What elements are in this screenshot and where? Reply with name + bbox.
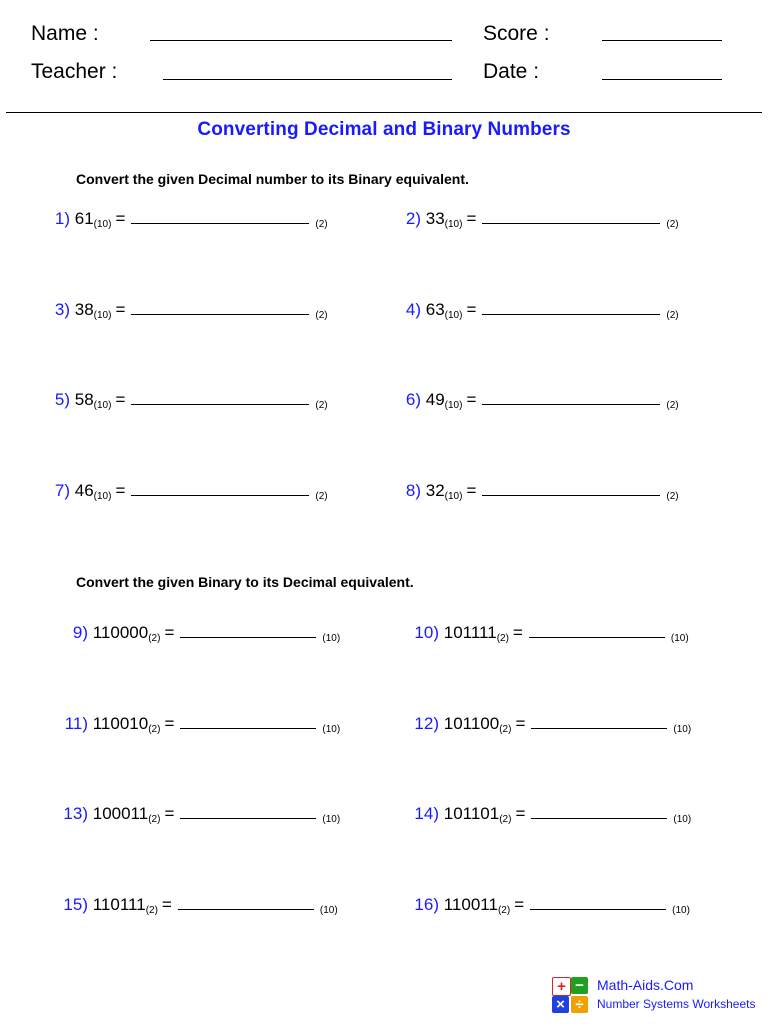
problem <box>395 209 679 232</box>
from-base: (2) <box>499 814 512 825</box>
problem-number: 16) <box>414 895 439 914</box>
to-base: (2) <box>315 219 328 230</box>
problem-value: 101111 <box>443 623 497 642</box>
problem-value: 58 <box>74 390 94 409</box>
problem-value: 46 <box>74 481 94 500</box>
brand-subtitle: Number Systems Worksheets <box>597 997 756 1011</box>
to-base: (2) <box>666 219 679 230</box>
answer-line[interactable] <box>131 495 309 496</box>
problem-number: 9) <box>72 623 88 642</box>
problem-value: 32 <box>425 481 445 500</box>
answer-line[interactable] <box>131 223 309 224</box>
date-label: Date : <box>483 60 540 83</box>
problem <box>58 895 338 918</box>
minus-icon: − <box>571 977 588 994</box>
problem <box>44 209 328 232</box>
answer-line[interactable] <box>180 637 316 638</box>
from-base: (10) <box>93 310 112 321</box>
problem <box>395 481 679 504</box>
math-operators-icon <box>552 977 588 1013</box>
equals-sign: = <box>164 804 175 823</box>
problem <box>44 390 328 413</box>
to-base: (10) <box>322 633 341 644</box>
equals-sign: = <box>515 804 526 823</box>
equals-sign: = <box>164 623 175 642</box>
answer-line[interactable] <box>180 728 316 729</box>
to-base: (2) <box>666 310 679 321</box>
from-base: (10) <box>93 219 112 230</box>
to-base: (10) <box>319 905 338 916</box>
problem <box>44 481 328 504</box>
answer-line[interactable] <box>531 818 667 819</box>
from-base: (10) <box>93 491 112 502</box>
from-base: (10) <box>444 310 463 321</box>
answer-line[interactable] <box>180 818 316 819</box>
answer-line[interactable] <box>529 637 665 638</box>
score-field[interactable] <box>602 40 722 41</box>
to-base: (10) <box>672 905 690 916</box>
problem-value: 101100 <box>443 714 500 733</box>
teacher-label: Teacher : <box>31 60 118 83</box>
to-base: (10) <box>673 814 692 825</box>
section1-instruction: Convert the given Decimal number to its Binary equivalent. <box>76 171 469 187</box>
problem <box>44 300 328 323</box>
equals-sign: = <box>164 714 175 733</box>
problem-value: 110000 <box>92 623 149 642</box>
answer-line[interactable] <box>178 909 314 910</box>
problem-number: 2) <box>405 209 421 228</box>
equals-sign: = <box>466 209 477 228</box>
to-base: (2) <box>315 310 328 321</box>
problem-value: 33 <box>425 209 445 228</box>
problem-value: 100011 <box>92 804 149 823</box>
to-base: (10) <box>670 633 689 644</box>
problem <box>58 804 340 827</box>
problem-number: 8) <box>405 481 421 500</box>
to-base: (10) <box>322 814 341 825</box>
plus-icon: + <box>552 977 571 996</box>
to-base: (2) <box>666 400 679 411</box>
problem-value: 38 <box>74 300 94 319</box>
name-field[interactable] <box>150 40 452 41</box>
from-base: (10) <box>93 400 112 411</box>
problem-number: 15) <box>63 895 88 914</box>
problem <box>395 300 679 323</box>
problem <box>409 714 691 737</box>
date-field[interactable] <box>602 79 722 80</box>
problem-number: 3) <box>54 300 70 319</box>
answer-line[interactable] <box>131 314 309 315</box>
problem-value: 101101 <box>443 804 500 823</box>
problem-number: 7) <box>54 481 70 500</box>
to-base: (10) <box>322 724 341 735</box>
equals-sign: = <box>515 714 526 733</box>
equals-sign: = <box>466 300 477 319</box>
to-base: (2) <box>666 491 679 502</box>
problem <box>409 804 691 827</box>
answer-line[interactable] <box>531 728 667 729</box>
name-label: Name : <box>31 22 99 45</box>
problem-value: 110010 <box>92 714 149 733</box>
answer-line[interactable] <box>482 495 660 496</box>
from-base: (2) <box>148 724 161 735</box>
problem <box>409 895 690 918</box>
answer-line[interactable] <box>482 404 660 405</box>
answer-line[interactable] <box>482 223 660 224</box>
equals-sign: = <box>115 390 126 409</box>
equals-sign: = <box>512 623 523 642</box>
answer-line[interactable] <box>530 909 666 910</box>
equals-sign: = <box>466 390 477 409</box>
problem-number: 10) <box>414 623 439 642</box>
problem <box>409 623 689 646</box>
problem-number: 14) <box>414 804 439 823</box>
problem-number: 13) <box>63 804 88 823</box>
header-divider <box>6 112 762 113</box>
equals-sign: = <box>115 300 126 319</box>
problem <box>58 623 340 646</box>
answer-line[interactable] <box>131 404 309 405</box>
problem-value: 110111 <box>92 895 146 914</box>
problem <box>395 390 679 413</box>
teacher-field[interactable] <box>163 79 452 80</box>
from-base: (10) <box>444 491 463 502</box>
from-base: (2) <box>148 814 161 825</box>
equals-sign: = <box>115 209 126 228</box>
from-base: (2) <box>145 905 158 916</box>
score-label: Score : <box>483 22 550 45</box>
brand-name: Math-Aids.Com <box>597 977 694 993</box>
from-base: (2) <box>497 905 511 916</box>
problem-value: 49 <box>425 390 445 409</box>
equals-sign: = <box>466 481 477 500</box>
equals-sign: = <box>115 481 126 500</box>
from-base: (2) <box>499 724 512 735</box>
answer-line[interactable] <box>482 314 660 315</box>
to-base: (2) <box>315 400 328 411</box>
to-base: (2) <box>315 491 328 502</box>
problem-number: 1) <box>54 209 70 228</box>
problem-number: 11) <box>64 714 88 733</box>
from-base: (10) <box>444 400 463 411</box>
from-base: (2) <box>496 633 509 644</box>
worksheet-title: Converting Decimal and Binary Numbers <box>197 119 571 140</box>
divide-icon: ÷ <box>571 996 588 1013</box>
problem <box>58 714 340 737</box>
from-base: (10) <box>444 219 463 230</box>
problem-value: 63 <box>425 300 445 319</box>
problem-value: 61 <box>74 209 94 228</box>
to-base: (10) <box>673 724 692 735</box>
problem-number: 6) <box>405 390 421 409</box>
problem-number: 4) <box>405 300 421 319</box>
equals-sign: = <box>161 895 172 914</box>
equals-sign: = <box>514 895 525 914</box>
section2-instruction: Convert the given Binary to its Decimal equivalent. <box>76 574 414 590</box>
times-icon: × <box>552 996 569 1013</box>
problem-number: 5) <box>54 390 70 409</box>
problem-value: 110011 <box>443 895 498 914</box>
from-base: (2) <box>148 633 161 644</box>
problem-number: 12) <box>414 714 439 733</box>
